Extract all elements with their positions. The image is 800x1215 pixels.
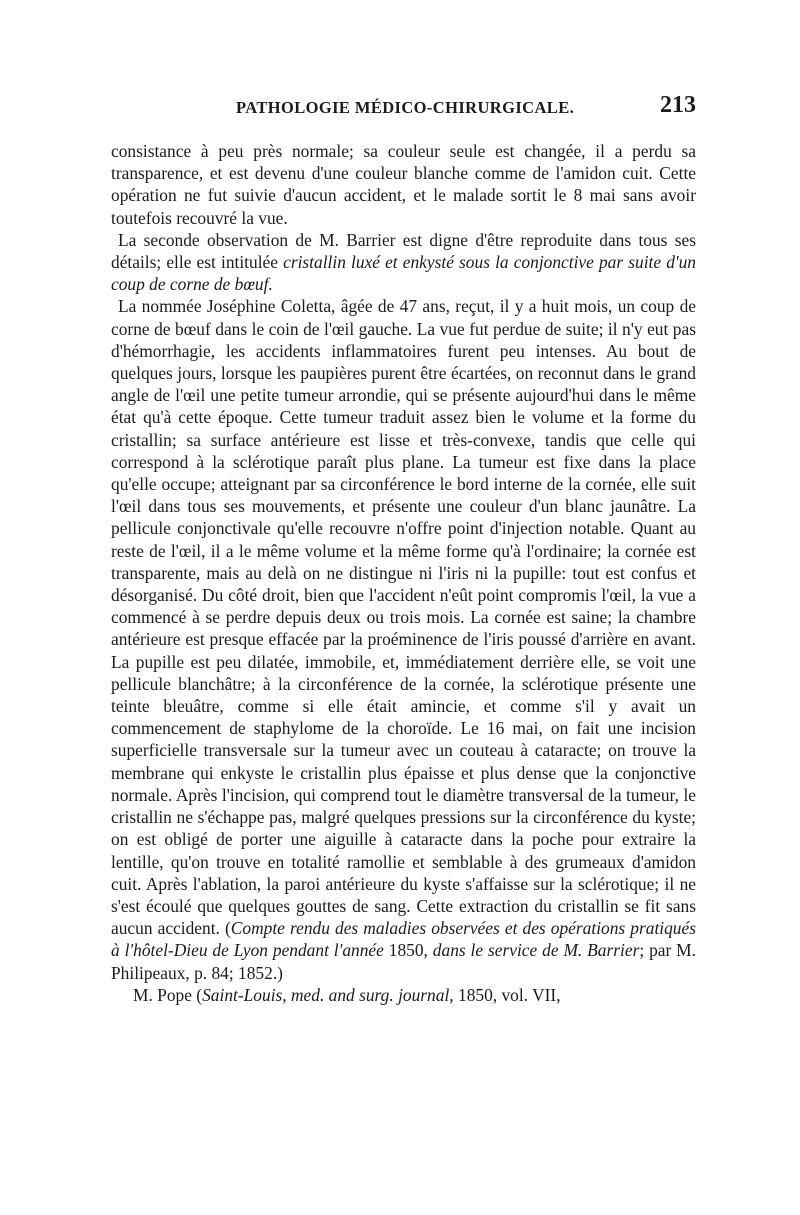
- paragraph-3: [111, 295, 696, 983]
- paragraph-1: [111, 140, 696, 229]
- text-segment: ; par M. Philipeaux, p. 84; 1852.): [111, 940, 696, 983]
- body-text: [111, 140, 696, 1006]
- page-header: [111, 92, 696, 132]
- text-segment: La nommée Joséphine Coletta, âgée de 47 ans, reçut, il y a huit mois, un coup de corne de bœuf dans le coin de l'œil gauche. La vue fut perdue de suite; il n'y eut pas d'hémorrhagie, les accidents inflammatoires furent peu intenses. Au bout de quelques jours, lorsque les paupières purent être écartées, on reconnut dans le grand angle de l'œil une petite tumeur arrondie, qui se présente aujourd'hui dans le même état qu'à cette époque. Cette tumeur traduit assez bien le volume et la forme du cristallin; sa surface antérieure est lisse et très-convexe, tandis que celle qui correspond à la sclérotique paraît plus plane. La tumeur est fixe dans la place qu'elle occupe; atteignant par sa circonférence le bord interne de la cornée, elle suit l'œil dans tous ses mouvements, et présente une couleur d'un blanc jaunâtre. La pellicule conjonctivale qu'elle recouvre n'offre point d'injection notable. Quant au reste de l'œil, il a le même volume et la même forme qu'à l'ordinaire; la cornée est transparente, mais au delà on ne distingue ni l'iris ni la pupille: tout est confus et désorganisé. Du côté droit, bien que l'accident n'eût point compromis l'œil, la vue a commencé à se perdre depuis deux ou trois mois. La cornée est saine; la chambre antérieure est presque effacée par la proéminence de l'iris poussé d'arrière en avant. La pupille est peu dilatée, immobile, et, immédiatement derrière elle, se voit une pellicule blanchâtre; à la circonférence de la cornée, la sclérotique présente une teinte bleuâtre, comme si elle était amincie, et comme s'il y avait un commencement de staphylome de la choroïde. Le 16 mai, on fait une incision superficielle transversale sur la tumeur avec un couteau à cataracte; on trouve la membrane qui enkyste le cristallin plus épaisse et plus dense que la conjonctive normale. Après l'incision, qui comprend tout le diamètre transversal de la tumeur, le cristallin ne s'échappe pas, malgré quelques pressions sur la circonférence du kyste; on est obligé de porter une aiguille à cataracte dans la poche pour extraire la lentille, qu'on trouve en totalité ramollie et semblable à des grumeaux d'amidon cuit. Après l'ablation, la paroi antérieure du kyste s'affaisse sur la sclérotique; il ne s'est écoulé que quelques gouttes de sang. Cette extraction du cristallin se fit sans aucun accident. (: [111, 296, 696, 939]
- text-segment: M. Pope (: [133, 984, 203, 1005]
- running-title: PATHOLOGIE MÉDICO-CHIRURGICALE.: [236, 98, 575, 117]
- journal-title: Saint-Louis, med. and surg. journal: [202, 984, 450, 1005]
- citation-service: dans le service de M. Barrier: [432, 940, 640, 961]
- text-segment: consistance à peu près normale; sa couleur seule est changée, il a perdu sa transparence, et est devenu d'une couleur blanche comme de l'amidon cuit. Cette opération ne fut suivie d'aucun accident, et le malade sortit le 8 mai sans avoir toutefois recouvré la vue.: [111, 141, 696, 228]
- citation-title: Compte rendu des maladies observées et des opérations pratiqués à l'hôtel-Dieu de Lyon pendant l'année: [111, 918, 696, 961]
- text-segment: , 1850, vol. VII,: [449, 984, 561, 1005]
- paragraph-2: [111, 229, 696, 296]
- paragraph-4: [111, 984, 696, 1006]
- text-segment: La seconde observation de M. Barrier est digne d'être reproduite dans tous ses détails; elle est intitulée: [111, 229, 696, 273]
- text-segment: 1850,: [383, 940, 433, 961]
- italic-title: cristallin luxé et enkysté sous la conjonctive par suite d'un coup de corne de bœuf.: [111, 252, 697, 295]
- page-number: 213: [660, 92, 696, 118]
